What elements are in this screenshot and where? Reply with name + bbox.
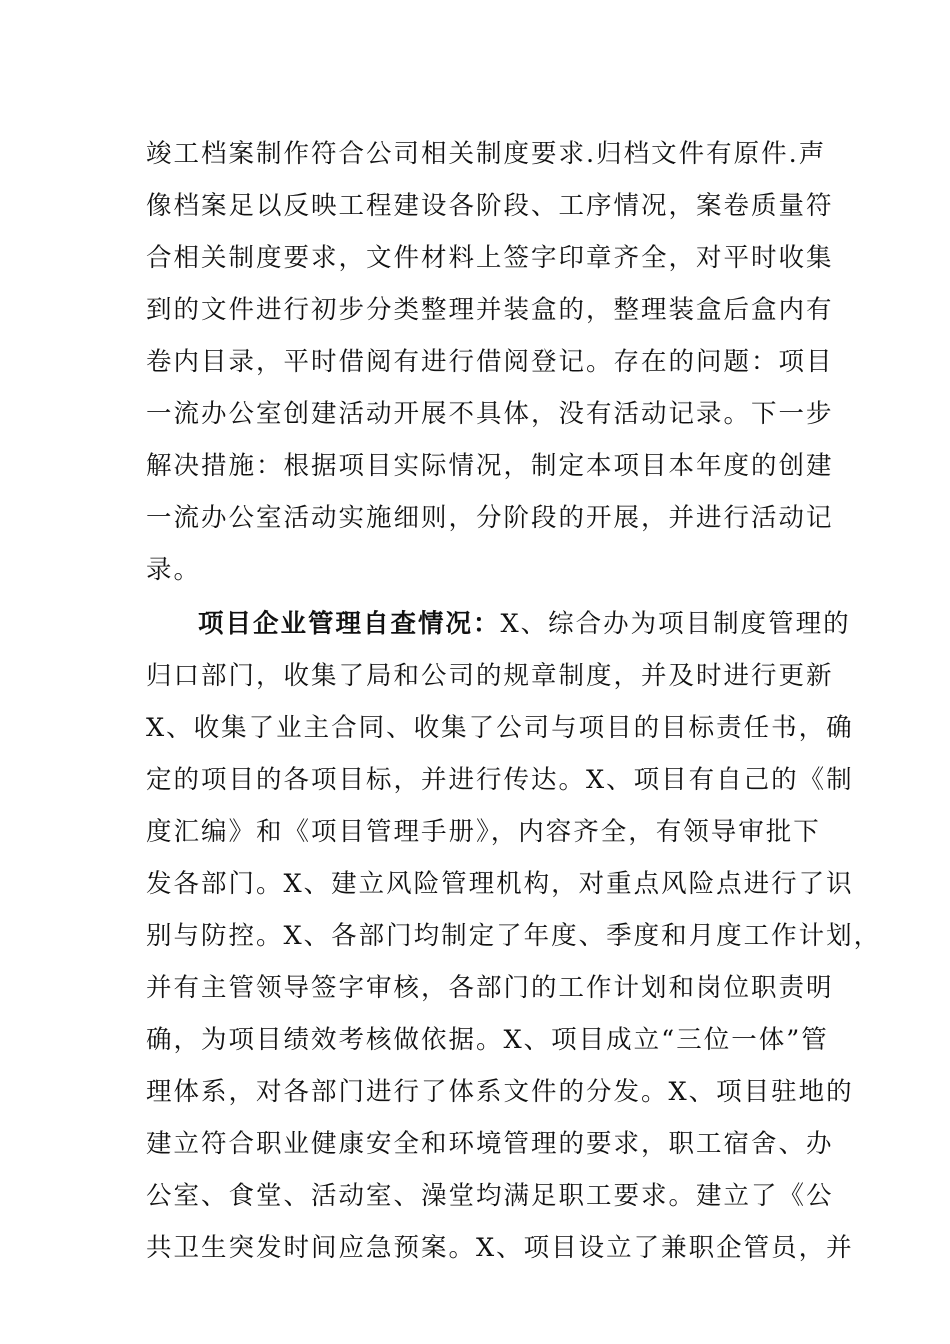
paragraph-1-line: 卷内目录，平时借阅有进行借阅登记。存在的问题：项目 [146, 347, 834, 377]
paragraph-1-line: 合相关制度要求，文件材料上签字印章齐全，对平时收集 [146, 243, 834, 273]
paragraph-2-line: 定的项目的各项目标，并进行传达。X、项目有自己的《制 [146, 765, 854, 795]
paragraph-2-first-line [198, 598, 851, 650]
paragraph-2-line: 发各部门。X、建立风险管理机构，对重点风险点进行了识 [146, 869, 854, 899]
paragraph-2-line: 归口部门，收集了局和公司的规章制度，并及时进行更新 [146, 661, 834, 691]
paragraph-2-line: 并有主管领导签字审核，各部门的工作计划和岗位职责明 [146, 973, 834, 1003]
paragraph-2-line: 度汇编》和《项目管理手册》，内容齐全，有领导审批下 [146, 817, 821, 847]
paragraph-1-line: 一流办公室创建活动开展不具体，没有活动记录。下一步 [146, 399, 834, 429]
paragraph-2-line: 建立符合职业健康安全和环境管理的要求，职工宿舍、办 [146, 1129, 834, 1159]
paragraph-2-line: 确，为项目绩效考核做依据。X、项目成立“三位一体”管 [146, 1025, 829, 1055]
paragraph-1-line: 录。 [146, 555, 202, 585]
paragraph-1-line: 解决措施：根据项目实际情况，制定本项目本年度的创建 [146, 451, 834, 481]
paragraph-2-line: 公室、食堂、活动室、澡堂均满足职工要求。建立了《公 [146, 1181, 834, 1211]
paragraph-2-first-line-text: X、综合办为项目制度管理的 [500, 609, 851, 639]
paragraph-2-line: 理体系，对各部门进行了体系文件的分发。X、项目驻地的 [146, 1077, 854, 1107]
paragraph-1-line: 一流办公室活动实施细则，分阶段的开展，并进行活动记 [146, 503, 834, 533]
paragraph-1-line: 像档案足以反映工程建设各阶段、工序情况，案卷质量符 [146, 191, 834, 221]
paragraph-1-line: 到的文件进行初步分类整理并装盒的，整理装盒后盒内有 [146, 295, 834, 325]
paragraph-2-line: X、收集了业主合同、收集了公司与项目的目标责任书，确 [146, 713, 854, 743]
paragraph-2-line: 别与防控。X、各部门均制定了年度、季度和月度工作计划， [146, 921, 882, 951]
paragraph-2-line: 共卫生突发时间应急预案。X、项目设立了兼职企管员，并 [146, 1233, 854, 1263]
section-heading-lead: 项目企业管理自查情况： [198, 609, 501, 639]
paragraph-1-line: 竣工档案制作符合公司相关制度要求.归档文件有原件.声 [146, 139, 827, 169]
